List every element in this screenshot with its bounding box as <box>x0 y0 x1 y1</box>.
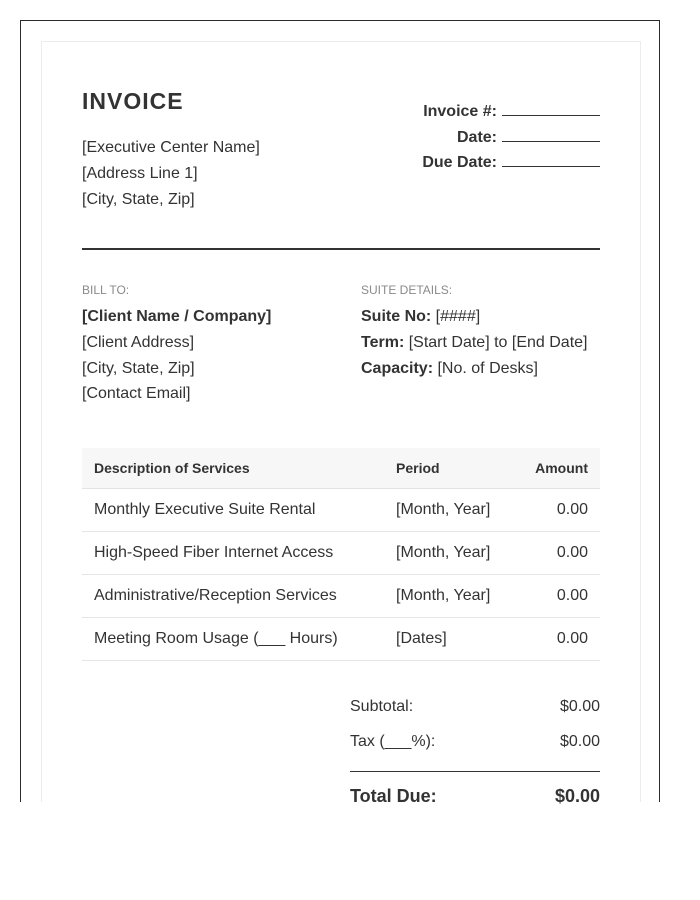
term-row <box>361 334 587 352</box>
row-amount: 0.00 <box>556 630 588 647</box>
capacity-value: [No. of Desks] <box>437 360 538 377</box>
sender-city: [City, State, Zip] <box>82 191 195 208</box>
row-period: [Month, Year] <box>396 544 491 561</box>
capacity-row <box>361 360 538 378</box>
table-row <box>82 489 600 532</box>
row-period: [Month, Year] <box>396 587 491 604</box>
total-due-label: Total Due: <box>350 786 437 806</box>
invoice-number-row <box>300 101 600 121</box>
subtotal-label: Subtotal: <box>350 698 414 715</box>
client-address: [Client Address] <box>82 334 195 351</box>
term-value: [Start Date] to [End Date] <box>408 334 588 351</box>
row-amount: 0.00 <box>556 501 588 518</box>
suite-details-label: SUITE DETAILS: <box>361 283 453 297</box>
row-description: High-Speed Fiber Internet Access <box>94 544 334 561</box>
tax-label: Tax (___%): <box>350 733 436 750</box>
invoice-number-blank[interactable] <box>502 101 600 116</box>
client-city: [City, State, Zip] <box>82 360 195 377</box>
row-description: Meeting Room Usage (___ Hours) <box>94 630 338 647</box>
row-description: Monthly Executive Suite Rental <box>94 501 316 518</box>
due-date-blank[interactable] <box>502 152 600 167</box>
client-email: [Contact Email] <box>82 385 191 402</box>
suite-no-value: [####] <box>435 308 481 325</box>
due-date-label: Due Date: <box>422 154 497 171</box>
term-label: Term: <box>361 334 405 351</box>
header-divider <box>82 248 600 250</box>
row-amount: 0.00 <box>556 587 588 604</box>
invoice-title: INVOICE <box>82 88 184 114</box>
row-period: [Month, Year] <box>396 501 491 518</box>
invoice-date-label: Date: <box>456 129 497 146</box>
capacity-label: Capacity: <box>361 360 434 377</box>
due-date-row <box>300 152 600 172</box>
subtotal-value: $0.00 <box>559 698 600 715</box>
row-period: [Dates] <box>396 630 447 647</box>
services-table <box>82 448 600 661</box>
row-description: Administrative/Reception Services <box>94 587 337 604</box>
tax-value: $0.00 <box>559 733 600 750</box>
table-header <box>82 448 600 489</box>
invoice-date-row <box>300 127 600 147</box>
table-row <box>82 618 600 661</box>
header-amount: Amount <box>535 460 588 476</box>
sender-address: [Address Line 1] <box>82 165 198 182</box>
table-row <box>82 532 600 575</box>
suite-no-label: Suite No: <box>361 308 432 325</box>
totals-divider <box>350 771 600 772</box>
header-period: Period <box>396 460 440 476</box>
bill-to-label: BILL TO: <box>82 283 130 297</box>
invoice-date-blank[interactable] <box>502 127 600 142</box>
header-description: Description of Services <box>94 460 250 476</box>
total-due-value: $0.00 <box>554 786 600 806</box>
row-amount: 0.00 <box>556 544 588 561</box>
invoice-number-label: Invoice #: <box>423 103 497 120</box>
sender-name: [Executive Center Name] <box>82 139 260 156</box>
suite-no-row <box>361 308 480 326</box>
table-row <box>82 575 600 618</box>
client-name: [Client Name / Company] <box>82 308 272 325</box>
